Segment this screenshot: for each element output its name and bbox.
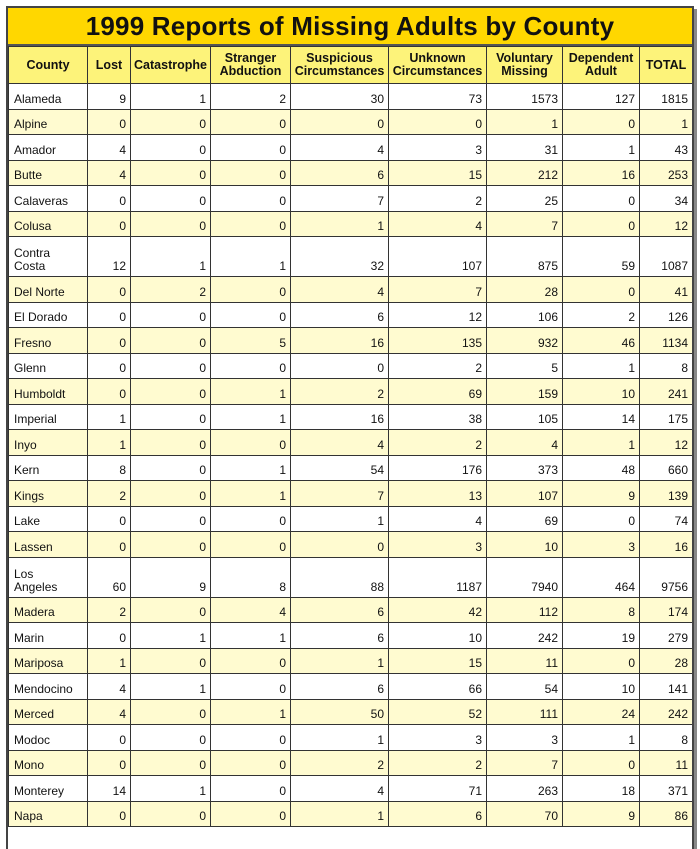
- cell-stranger-abduction: 0: [211, 674, 291, 700]
- table-row: [9, 623, 693, 649]
- cell-stranger-abduction: 0: [211, 532, 291, 558]
- cell-catastrophe: 2: [131, 277, 211, 303]
- cell-stranger-abduction: 0: [211, 211, 291, 237]
- cell-catastrophe: 1: [131, 237, 211, 277]
- table-row: [9, 801, 693, 827]
- cell-voluntary-missing: 5: [487, 353, 563, 379]
- cell-county: Madera: [9, 597, 88, 623]
- report-frame: [6, 6, 694, 849]
- cell-county: Inyo: [9, 430, 88, 456]
- cell-total: 241: [640, 379, 693, 405]
- cell-suspicious-circumstances: 4: [291, 277, 389, 303]
- cell-stranger-abduction: 0: [211, 302, 291, 328]
- table-row: [9, 353, 693, 379]
- cell-catastrophe: 0: [131, 135, 211, 161]
- cell-voluntary-missing: 373: [487, 455, 563, 481]
- cell-suspicious-circumstances: 2: [291, 750, 389, 776]
- table-row: [9, 328, 693, 354]
- cell-catastrophe: 0: [131, 801, 211, 827]
- column-header-county: County: [9, 47, 88, 84]
- cell-lost: 4: [88, 160, 131, 186]
- cell-total: 371: [640, 776, 693, 802]
- cell-total: 9756: [640, 557, 693, 597]
- cell-stranger-abduction: 5: [211, 328, 291, 354]
- cell-total: 12: [640, 211, 693, 237]
- table-row: [9, 750, 693, 776]
- cell-dependent-adult: 464: [563, 557, 640, 597]
- header-row: [9, 47, 693, 84]
- cell-suspicious-circumstances: 0: [291, 532, 389, 558]
- cell-unknown-circumstances: 38: [389, 404, 487, 430]
- table-row: [9, 109, 693, 135]
- cell-unknown-circumstances: 12: [389, 302, 487, 328]
- cell-suspicious-circumstances: 1: [291, 506, 389, 532]
- cell-county: Modoc: [9, 725, 88, 751]
- cell-dependent-adult: 0: [563, 211, 640, 237]
- cell-unknown-circumstances: 73: [389, 84, 487, 110]
- cell-lost: 12: [88, 237, 131, 277]
- cell-suspicious-circumstances: 4: [291, 430, 389, 456]
- cell-county: Alpine: [9, 109, 88, 135]
- cell-voluntary-missing: 263: [487, 776, 563, 802]
- column-header-catastrophe: Catastrophe: [131, 47, 211, 84]
- cell-dependent-adult: 24: [563, 699, 640, 725]
- cell-voluntary-missing: 7: [487, 750, 563, 776]
- cell-catastrophe: 0: [131, 597, 211, 623]
- cell-voluntary-missing: 7: [487, 211, 563, 237]
- cell-total: 1087: [640, 237, 693, 277]
- cell-county: Glenn: [9, 353, 88, 379]
- cell-catastrophe: 0: [131, 186, 211, 212]
- cell-catastrophe: 0: [131, 353, 211, 379]
- cell-stranger-abduction: 0: [211, 648, 291, 674]
- cell-dependent-adult: 1: [563, 725, 640, 751]
- cell-county: Los Angeles: [9, 557, 88, 597]
- cell-catastrophe: 0: [131, 750, 211, 776]
- cell-total: 253: [640, 160, 693, 186]
- cell-stranger-abduction: 1: [211, 699, 291, 725]
- cell-total: 43: [640, 135, 693, 161]
- table-body: [9, 84, 693, 827]
- cell-catastrophe: 1: [131, 776, 211, 802]
- cell-lost: 0: [88, 277, 131, 303]
- cell-county: Mono: [9, 750, 88, 776]
- cell-stranger-abduction: 0: [211, 277, 291, 303]
- column-header-unknown-circumstances: Unknown Circumstances: [389, 47, 487, 84]
- cell-stranger-abduction: 1: [211, 379, 291, 405]
- cell-dependent-adult: 0: [563, 277, 640, 303]
- cell-stranger-abduction: 1: [211, 404, 291, 430]
- cell-unknown-circumstances: 66: [389, 674, 487, 700]
- column-header-stranger-abduction: Stranger Abduction: [211, 47, 291, 84]
- cell-lost: 0: [88, 109, 131, 135]
- cell-county: Monterey: [9, 776, 88, 802]
- cell-county: Lassen: [9, 532, 88, 558]
- cell-suspicious-circumstances: 16: [291, 328, 389, 354]
- cell-voluntary-missing: 25: [487, 186, 563, 212]
- cell-suspicious-circumstances: 0: [291, 353, 389, 379]
- missing-adults-table: [8, 46, 693, 827]
- cell-suspicious-circumstances: 6: [291, 302, 389, 328]
- cell-lost: 0: [88, 211, 131, 237]
- cell-total: 1134: [640, 328, 693, 354]
- cell-lost: 0: [88, 379, 131, 405]
- cell-unknown-circumstances: 52: [389, 699, 487, 725]
- cell-unknown-circumstances: 71: [389, 776, 487, 802]
- cell-dependent-adult: 48: [563, 455, 640, 481]
- table-row: [9, 648, 693, 674]
- table-row: [9, 430, 693, 456]
- cell-catastrophe: 0: [131, 648, 211, 674]
- cell-voluntary-missing: 159: [487, 379, 563, 405]
- cell-unknown-circumstances: 3: [389, 135, 487, 161]
- cell-lost: 0: [88, 353, 131, 379]
- cell-voluntary-missing: 70: [487, 801, 563, 827]
- cell-unknown-circumstances: 176: [389, 455, 487, 481]
- cell-total: 141: [640, 674, 693, 700]
- cell-lost: 0: [88, 750, 131, 776]
- cell-stranger-abduction: 0: [211, 430, 291, 456]
- cell-total: 242: [640, 699, 693, 725]
- cell-unknown-circumstances: 10: [389, 623, 487, 649]
- cell-voluntary-missing: 69: [487, 506, 563, 532]
- cell-catastrophe: 1: [131, 623, 211, 649]
- cell-county: Mariposa: [9, 648, 88, 674]
- cell-stranger-abduction: 1: [211, 455, 291, 481]
- table-row: [9, 481, 693, 507]
- column-header-lost: Lost: [88, 47, 131, 84]
- cell-catastrophe: 0: [131, 455, 211, 481]
- table-row: [9, 532, 693, 558]
- page-title: 1999 Reports of Missing Adults by County: [8, 8, 692, 46]
- cell-county: El Dorado: [9, 302, 88, 328]
- cell-suspicious-circumstances: 4: [291, 776, 389, 802]
- cell-total: 660: [640, 455, 693, 481]
- cell-lost: 0: [88, 328, 131, 354]
- cell-dependent-adult: 0: [563, 506, 640, 532]
- cell-county: Marin: [9, 623, 88, 649]
- cell-unknown-circumstances: 69: [389, 379, 487, 405]
- table-row: [9, 404, 693, 430]
- column-header-dependent-adult: Dependent Adult: [563, 47, 640, 84]
- cell-lost: 4: [88, 135, 131, 161]
- cell-unknown-circumstances: 3: [389, 532, 487, 558]
- cell-total: 139: [640, 481, 693, 507]
- cell-catastrophe: 0: [131, 506, 211, 532]
- table-row: [9, 211, 693, 237]
- cell-voluntary-missing: 31: [487, 135, 563, 161]
- cell-stranger-abduction: 0: [211, 725, 291, 751]
- cell-county: Colusa: [9, 211, 88, 237]
- cell-suspicious-circumstances: 30: [291, 84, 389, 110]
- cell-dependent-adult: 8: [563, 597, 640, 623]
- cell-catastrophe: 0: [131, 302, 211, 328]
- table-row: [9, 237, 693, 277]
- cell-lost: 1: [88, 404, 131, 430]
- cell-county: Mendocino: [9, 674, 88, 700]
- cell-dependent-adult: 19: [563, 623, 640, 649]
- cell-unknown-circumstances: 6: [389, 801, 487, 827]
- cell-county: Calaveras: [9, 186, 88, 212]
- cell-suspicious-circumstances: 16: [291, 404, 389, 430]
- cell-dependent-adult: 9: [563, 801, 640, 827]
- cell-voluntary-missing: 1573: [487, 84, 563, 110]
- table-row: [9, 379, 693, 405]
- cell-suspicious-circumstances: 6: [291, 597, 389, 623]
- cell-unknown-circumstances: 3: [389, 725, 487, 751]
- cell-catastrophe: 0: [131, 211, 211, 237]
- cell-voluntary-missing: 212: [487, 160, 563, 186]
- cell-suspicious-circumstances: 50: [291, 699, 389, 725]
- cell-voluntary-missing: 932: [487, 328, 563, 354]
- cell-dependent-adult: 0: [563, 109, 640, 135]
- cell-voluntary-missing: 112: [487, 597, 563, 623]
- cell-stranger-abduction: 0: [211, 801, 291, 827]
- cell-stranger-abduction: 0: [211, 186, 291, 212]
- cell-lost: 1: [88, 430, 131, 456]
- cell-dependent-adult: 3: [563, 532, 640, 558]
- cell-lost: 4: [88, 699, 131, 725]
- cell-suspicious-circumstances: 0: [291, 109, 389, 135]
- table-row: [9, 186, 693, 212]
- cell-county: Del Norte: [9, 277, 88, 303]
- cell-suspicious-circumstances: 6: [291, 160, 389, 186]
- cell-catastrophe: 1: [131, 674, 211, 700]
- cell-suspicious-circumstances: 6: [291, 623, 389, 649]
- cell-dependent-adult: 1: [563, 430, 640, 456]
- cell-stranger-abduction: 0: [211, 135, 291, 161]
- cell-lost: 9: [88, 84, 131, 110]
- cell-catastrophe: 0: [131, 532, 211, 558]
- cell-total: 1815: [640, 84, 693, 110]
- cell-unknown-circumstances: 0: [389, 109, 487, 135]
- cell-dependent-adult: 10: [563, 674, 640, 700]
- cell-suspicious-circumstances: 1: [291, 648, 389, 674]
- table-row: [9, 674, 693, 700]
- cell-county: Butte: [9, 160, 88, 186]
- cell-catastrophe: 0: [131, 481, 211, 507]
- cell-dependent-adult: 10: [563, 379, 640, 405]
- cell-county: Kings: [9, 481, 88, 507]
- cell-county: Napa: [9, 801, 88, 827]
- cell-voluntary-missing: 4: [487, 430, 563, 456]
- cell-unknown-circumstances: 2: [389, 353, 487, 379]
- cell-unknown-circumstances: 2: [389, 186, 487, 212]
- cell-dependent-adult: 18: [563, 776, 640, 802]
- cell-total: 28: [640, 648, 693, 674]
- table-row: [9, 135, 693, 161]
- cell-stranger-abduction: 2: [211, 84, 291, 110]
- cell-total: 1: [640, 109, 693, 135]
- column-header-total: TOTAL: [640, 47, 693, 84]
- cell-dependent-adult: 59: [563, 237, 640, 277]
- cell-suspicious-circumstances: 6: [291, 674, 389, 700]
- cell-unknown-circumstances: 13: [389, 481, 487, 507]
- cell-stranger-abduction: 4: [211, 597, 291, 623]
- cell-stranger-abduction: 0: [211, 109, 291, 135]
- cell-voluntary-missing: 111: [487, 699, 563, 725]
- cell-dependent-adult: 2: [563, 302, 640, 328]
- table-row: [9, 557, 693, 597]
- cell-county: Alameda: [9, 84, 88, 110]
- cell-county: Lake: [9, 506, 88, 532]
- table-row: [9, 302, 693, 328]
- cell-unknown-circumstances: 4: [389, 506, 487, 532]
- cell-lost: 14: [88, 776, 131, 802]
- cell-catastrophe: 0: [131, 328, 211, 354]
- cell-total: 175: [640, 404, 693, 430]
- cell-catastrophe: 0: [131, 109, 211, 135]
- cell-dependent-adult: 9: [563, 481, 640, 507]
- cell-suspicious-circumstances: 2: [291, 379, 389, 405]
- cell-catastrophe: 0: [131, 699, 211, 725]
- cell-lost: 60: [88, 557, 131, 597]
- cell-voluntary-missing: 3: [487, 725, 563, 751]
- cell-total: 279: [640, 623, 693, 649]
- cell-total: 86: [640, 801, 693, 827]
- cell-suspicious-circumstances: 7: [291, 186, 389, 212]
- cell-suspicious-circumstances: 88: [291, 557, 389, 597]
- cell-total: 12: [640, 430, 693, 456]
- cell-catastrophe: 0: [131, 725, 211, 751]
- table-row: [9, 160, 693, 186]
- cell-catastrophe: 0: [131, 160, 211, 186]
- cell-lost: 8: [88, 455, 131, 481]
- cell-voluntary-missing: 10: [487, 532, 563, 558]
- cell-voluntary-missing: 105: [487, 404, 563, 430]
- cell-dependent-adult: 127: [563, 84, 640, 110]
- cell-voluntary-missing: 106: [487, 302, 563, 328]
- cell-stranger-abduction: 1: [211, 623, 291, 649]
- cell-total: 11: [640, 750, 693, 776]
- cell-catastrophe: 9: [131, 557, 211, 597]
- cell-unknown-circumstances: 135: [389, 328, 487, 354]
- cell-lost: 0: [88, 302, 131, 328]
- cell-total: 8: [640, 353, 693, 379]
- cell-lost: 2: [88, 597, 131, 623]
- cell-unknown-circumstances: 4: [389, 211, 487, 237]
- cell-unknown-circumstances: 15: [389, 648, 487, 674]
- cell-unknown-circumstances: 15: [389, 160, 487, 186]
- cell-county: Humboldt: [9, 379, 88, 405]
- cell-county: Merced: [9, 699, 88, 725]
- cell-total: 174: [640, 597, 693, 623]
- cell-stranger-abduction: 0: [211, 160, 291, 186]
- cell-suspicious-circumstances: 7: [291, 481, 389, 507]
- cell-voluntary-missing: 54: [487, 674, 563, 700]
- cell-suspicious-circumstances: 4: [291, 135, 389, 161]
- cell-voluntary-missing: 242: [487, 623, 563, 649]
- cell-lost: 0: [88, 506, 131, 532]
- cell-suspicious-circumstances: 32: [291, 237, 389, 277]
- cell-total: 41: [640, 277, 693, 303]
- cell-total: 8: [640, 725, 693, 751]
- cell-total: 34: [640, 186, 693, 212]
- cell-stranger-abduction: 1: [211, 481, 291, 507]
- cell-lost: 0: [88, 725, 131, 751]
- cell-catastrophe: 1: [131, 84, 211, 110]
- column-header-voluntary-missing: Voluntary Missing: [487, 47, 563, 84]
- cell-dependent-adult: 1: [563, 353, 640, 379]
- cell-dependent-adult: 0: [563, 186, 640, 212]
- cell-county: Kern: [9, 455, 88, 481]
- table-row: [9, 455, 693, 481]
- cell-stranger-abduction: 0: [211, 776, 291, 802]
- table-row: [9, 84, 693, 110]
- cell-dependent-adult: 0: [563, 648, 640, 674]
- cell-total: 74: [640, 506, 693, 532]
- cell-voluntary-missing: 1: [487, 109, 563, 135]
- cell-suspicious-circumstances: 1: [291, 725, 389, 751]
- cell-stranger-abduction: 8: [211, 557, 291, 597]
- cell-catastrophe: 0: [131, 430, 211, 456]
- table-row: [9, 506, 693, 532]
- cell-suspicious-circumstances: 1: [291, 801, 389, 827]
- column-header-suspicious-circumstances: Suspicious Circumstances: [291, 47, 389, 84]
- cell-lost: 1: [88, 648, 131, 674]
- cell-catastrophe: 0: [131, 404, 211, 430]
- cell-county: Amador: [9, 135, 88, 161]
- cell-unknown-circumstances: 7: [389, 277, 487, 303]
- table-row: [9, 597, 693, 623]
- cell-suspicious-circumstances: 54: [291, 455, 389, 481]
- cell-dependent-adult: 46: [563, 328, 640, 354]
- cell-unknown-circumstances: 1187: [389, 557, 487, 597]
- cell-county: Fresno: [9, 328, 88, 354]
- cell-suspicious-circumstances: 1: [291, 211, 389, 237]
- cell-total: 126: [640, 302, 693, 328]
- cell-unknown-circumstances: 42: [389, 597, 487, 623]
- cell-unknown-circumstances: 2: [389, 430, 487, 456]
- cell-stranger-abduction: 0: [211, 353, 291, 379]
- cell-stranger-abduction: 0: [211, 750, 291, 776]
- cell-county: Contra Costa: [9, 237, 88, 277]
- cell-unknown-circumstances: 107: [389, 237, 487, 277]
- cell-lost: 0: [88, 532, 131, 558]
- cell-dependent-adult: 1: [563, 135, 640, 161]
- cell-lost: 0: [88, 801, 131, 827]
- cell-lost: 4: [88, 674, 131, 700]
- cell-voluntary-missing: 875: [487, 237, 563, 277]
- cell-voluntary-missing: 7940: [487, 557, 563, 597]
- cell-unknown-circumstances: 2: [389, 750, 487, 776]
- cell-lost: 0: [88, 623, 131, 649]
- cell-stranger-abduction: 0: [211, 506, 291, 532]
- cell-voluntary-missing: 107: [487, 481, 563, 507]
- cell-catastrophe: 0: [131, 379, 211, 405]
- cell-lost: 2: [88, 481, 131, 507]
- cell-dependent-adult: 0: [563, 750, 640, 776]
- cell-stranger-abduction: 1: [211, 237, 291, 277]
- cell-county: Imperial: [9, 404, 88, 430]
- table-row: [9, 776, 693, 802]
- cell-lost: 0: [88, 186, 131, 212]
- cell-total: 16: [640, 532, 693, 558]
- table-row: [9, 277, 693, 303]
- table-row: [9, 725, 693, 751]
- cell-voluntary-missing: 11: [487, 648, 563, 674]
- cell-voluntary-missing: 28: [487, 277, 563, 303]
- table-row: [9, 699, 693, 725]
- cell-dependent-adult: 14: [563, 404, 640, 430]
- cell-dependent-adult: 16: [563, 160, 640, 186]
